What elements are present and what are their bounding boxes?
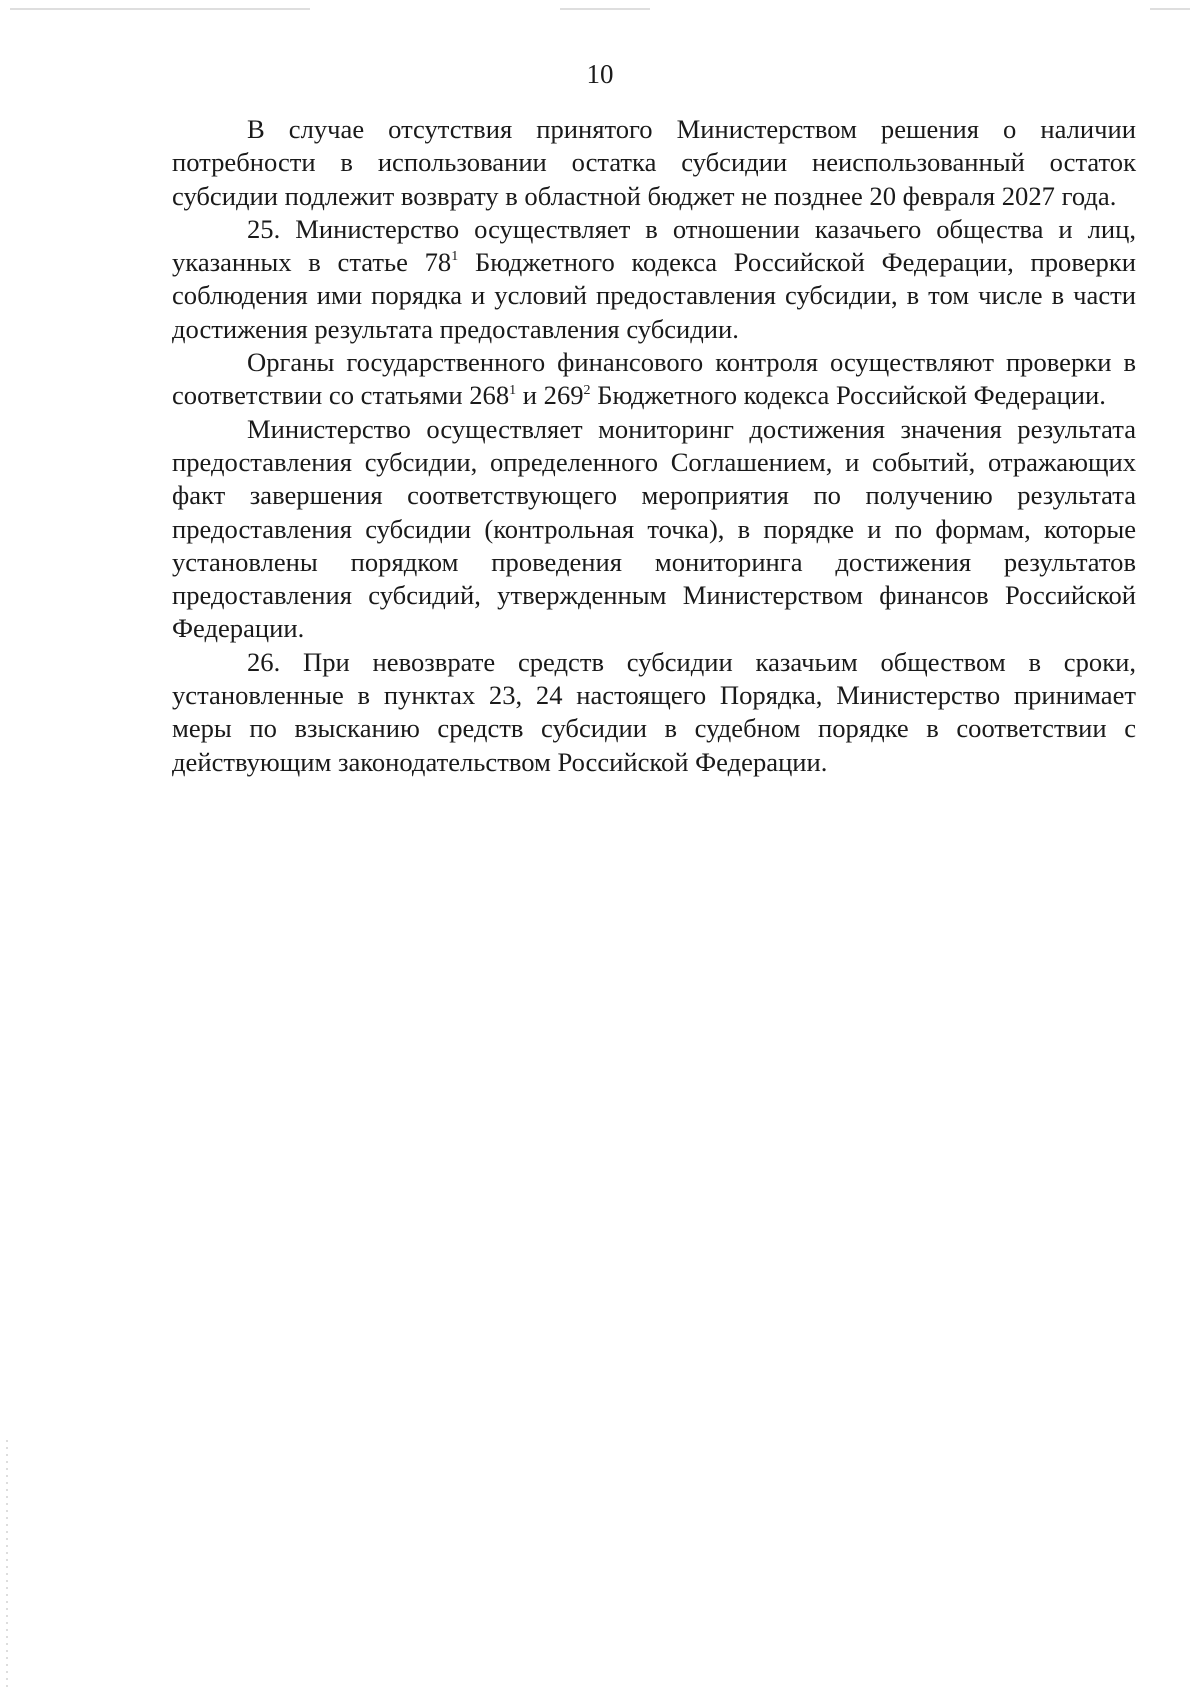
paragraph-25-inspections <box>172 213 1136 346</box>
document-body <box>172 113 1136 779</box>
scan-artifact-left-margin <box>6 1440 8 1690</box>
paragraph-25-text-a: 25. Министерство осуществляет в отношении казачьего общества и лиц, указанных в статье 78 <box>172 213 1136 278</box>
footnote-sup-268: 1 <box>509 382 517 398</box>
footnote-sup-269: 2 <box>583 382 591 398</box>
paragraph-remainder-return: В случае отсутствия принятого Министерством решения о наличии потребности в использовании остатка субсидии неиспользованный остаток субсидии подлежит возврату в областной бюджет не позднее 20 февраля 2027 года. <box>172 114 1136 211</box>
paragraph-26-recovery: 26. При невозврате средств субсидии казачьим обществом в сроки, установленные в пунктах 23, 24 настоящего Порядка, Министерство принимает меры по взысканию средств субсидии в судебном порядке в соответствии с действующим законодательством Российской Федерации. <box>172 646 1136 777</box>
footnote-sup-78: 1 <box>451 249 459 265</box>
paragraph-financial-control <box>172 346 1136 413</box>
scan-artifact-top-center <box>560 8 650 10</box>
paragraph-control-text-b: и 269 <box>516 380 584 411</box>
scan-artifact-top-right <box>1150 8 1190 10</box>
paragraph-control-text-a: Органы государственного финансового контроля осуществляют проверки в соответствии со статьями 268 <box>172 347 1136 411</box>
paragraph-monitoring: Министерство осуществляет мониторинг достижения значения результата предоставления субсидии, определенного Соглашением, и событий, отражающих факт завершения соответствующего мероприятия по получению результата предоставления субсидии (контрольная точка), в порядке и по формам, которые установлены порядком проведения мониторинга достижения результатов предоставления субсидий, утвержденным Министерством финансов Российской Федерации. <box>172 413 1136 644</box>
paragraph-control-text-c: Бюджетного кодекса Российской Федерации. <box>590 380 1106 411</box>
scan-artifact-top-left <box>10 8 310 10</box>
paragraph-25-text-b: Бюджетного кодекса Российской Федерации, проверки соблюдения ими порядка и условий предоставления субсидии, в том числе в части достижения результата предоставления субсидии. <box>172 247 1136 344</box>
page-number: 10 <box>586 59 614 89</box>
